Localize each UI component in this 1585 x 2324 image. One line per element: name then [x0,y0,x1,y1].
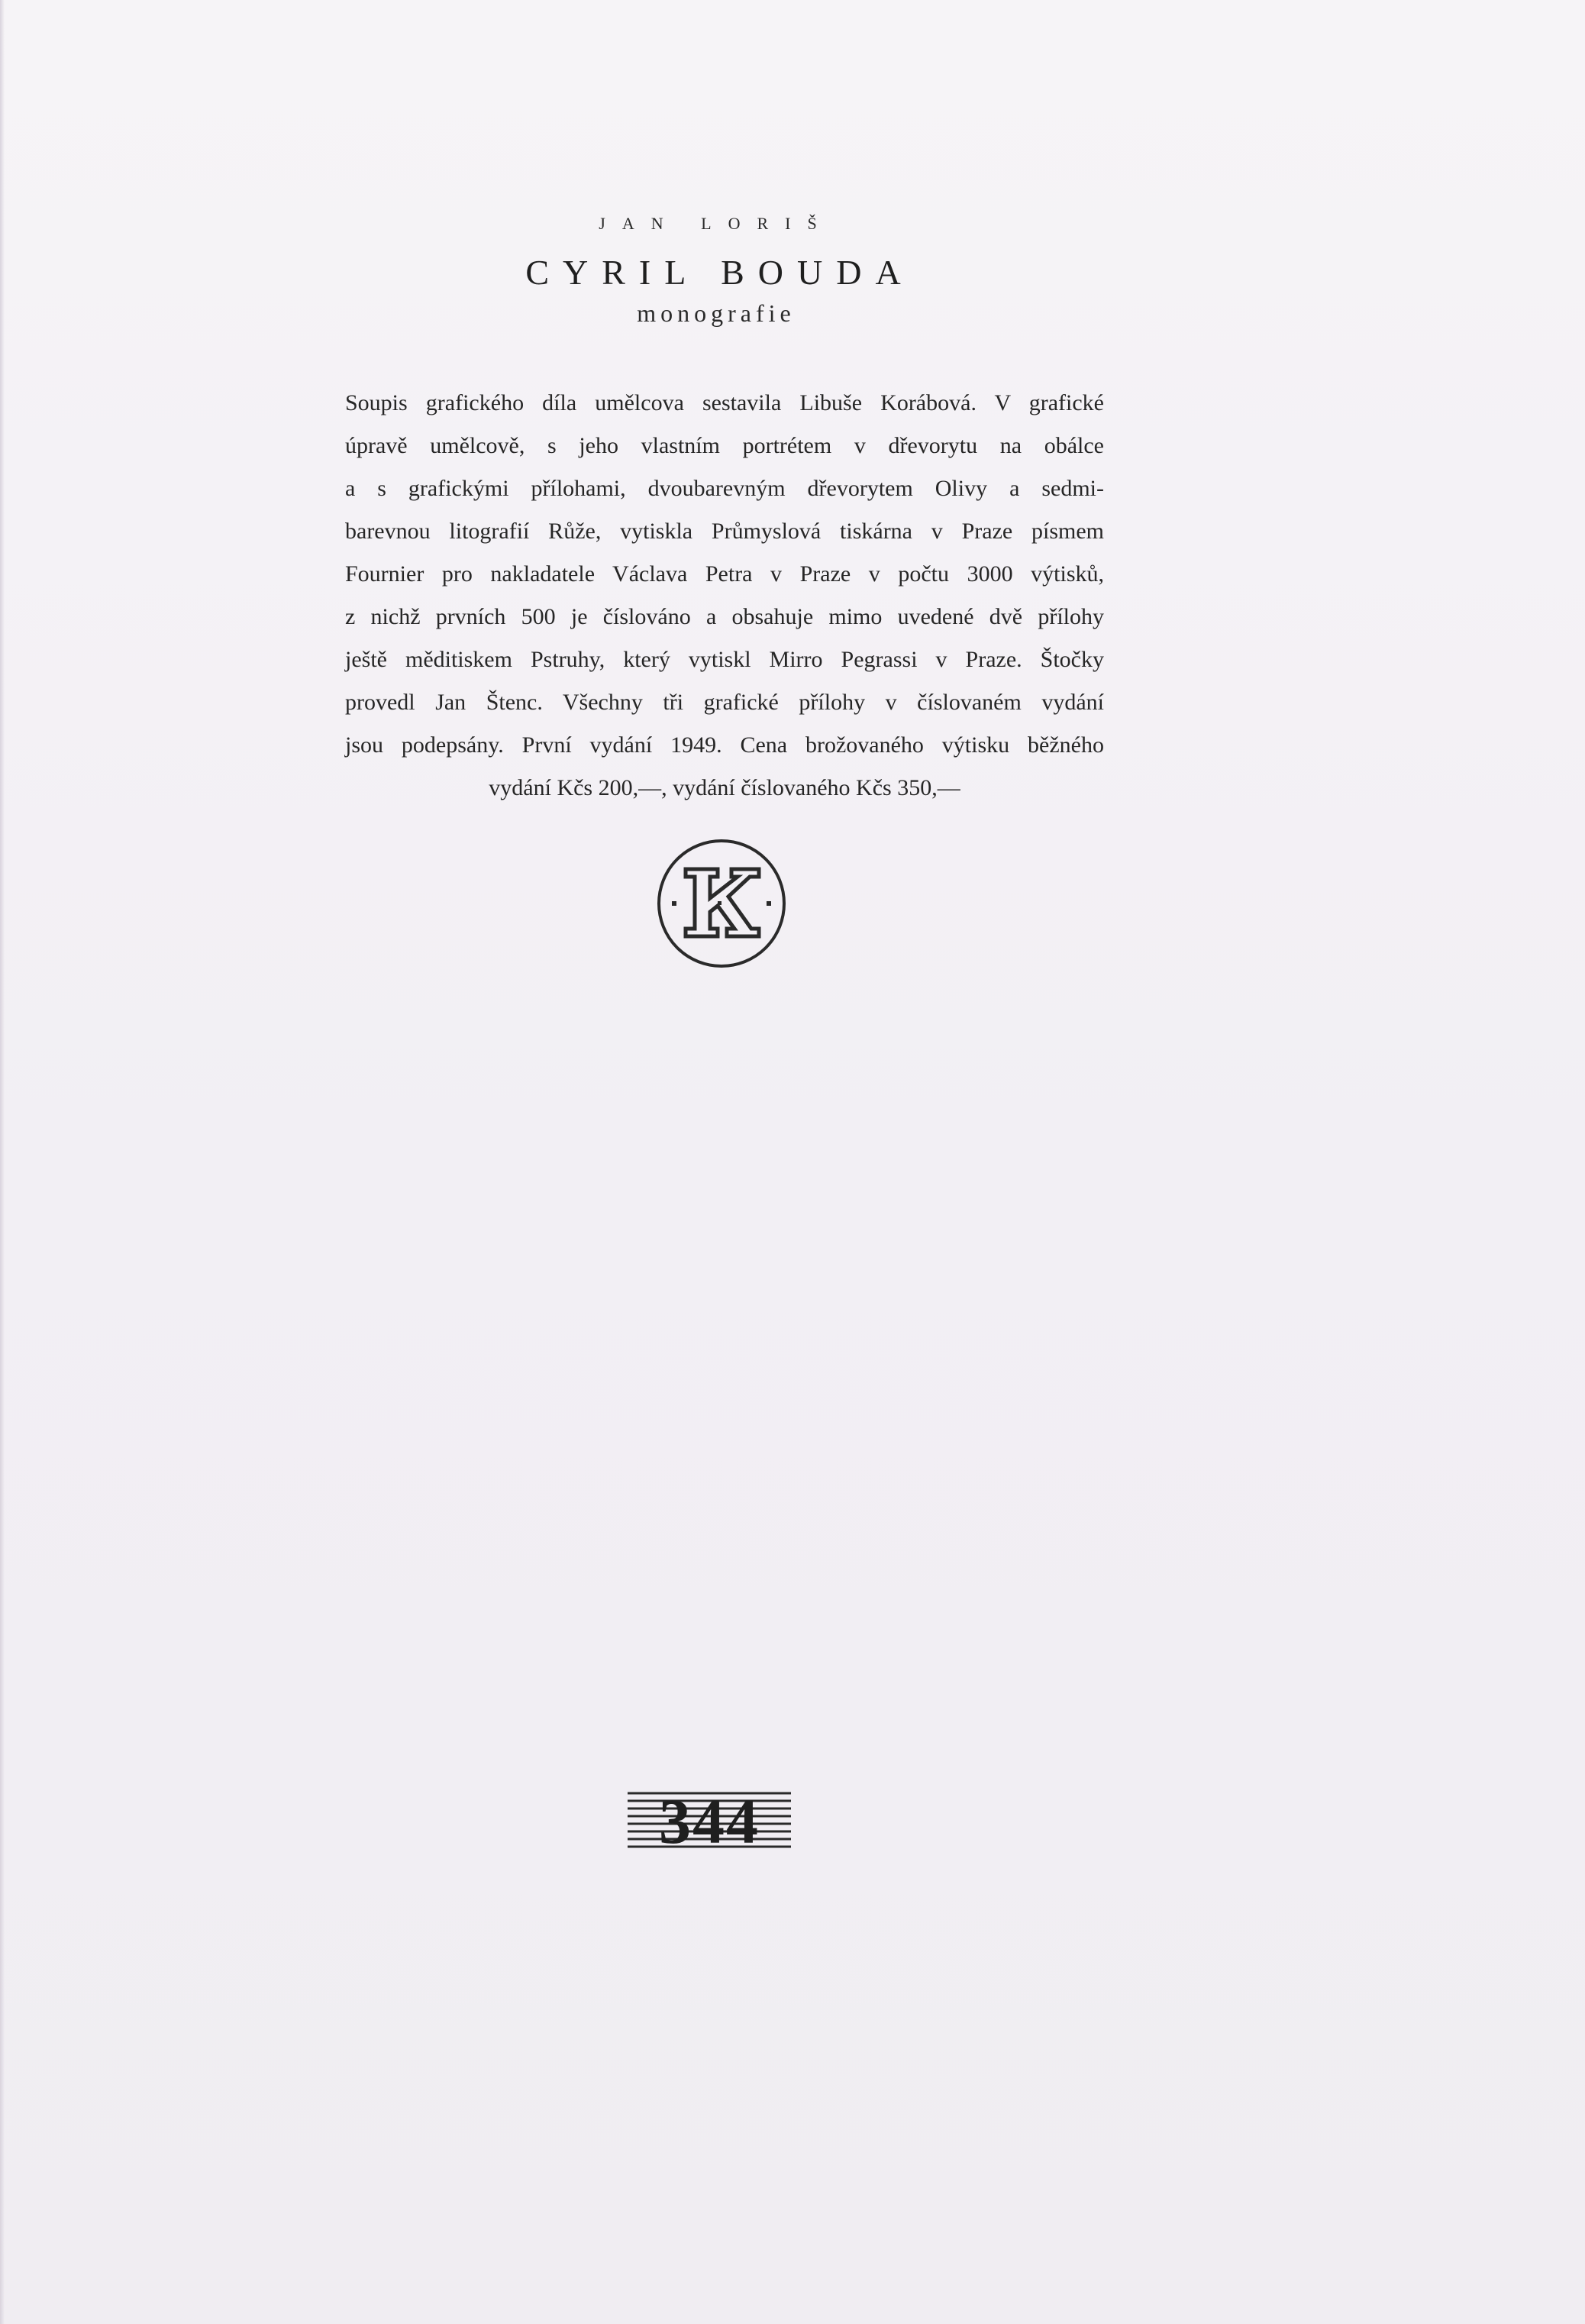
book-subtitle: monografie [637,299,796,327]
book-title: CYRIL BOUDA [525,253,915,292]
colophon-line: vydání Kčs 200,—, vydání číslovaného Kčs 350,— [489,775,960,800]
colophon-line: barevnou litografií Růže, vytiskla Průmyslová tiskárna v Praze písmem [345,519,1104,544]
colophon-line: ještě měditiskem Pstruhy, který vytiskl Mirro Pegrassi v Praze. Štočky [345,647,1104,672]
author-name: JAN LORIŠ [599,214,834,233]
colophon-line: jsou podepsány. První vydání 1949. Cena brožovaného výtisku běžného [345,732,1104,758]
colophon-text [345,382,1104,810]
edition-number-text: 344 [659,1787,760,1850]
page-edge-shadow [0,0,5,2324]
colophon-line: Fournier pro nakladatele Václava Petra v Praze v počtu 3000 výtisků, [345,561,1104,587]
edition-number [628,1787,791,1850]
colophon-line: provedl Jan Štenc. Všechny tři grafické přílohy v číslovaném vydání [345,690,1104,715]
publisher-k-logo-icon [655,837,788,970]
colophon-line: a s grafickými přílohami, dvoubarevným dřevorytem Olivy a sedmi- [345,476,1104,501]
colophon-line: Soupis grafického díla umělcova sestavila Libuše Korábová. V grafické [345,390,1104,415]
colophon-line: úpravě umělcově, s jeho vlastním portrétem v dřevorytu na obálce [345,433,1104,458]
colophon-line: z nichž prvních 500 je číslováno a obsahuje mimo uvedené dvě přílohy [345,604,1104,629]
